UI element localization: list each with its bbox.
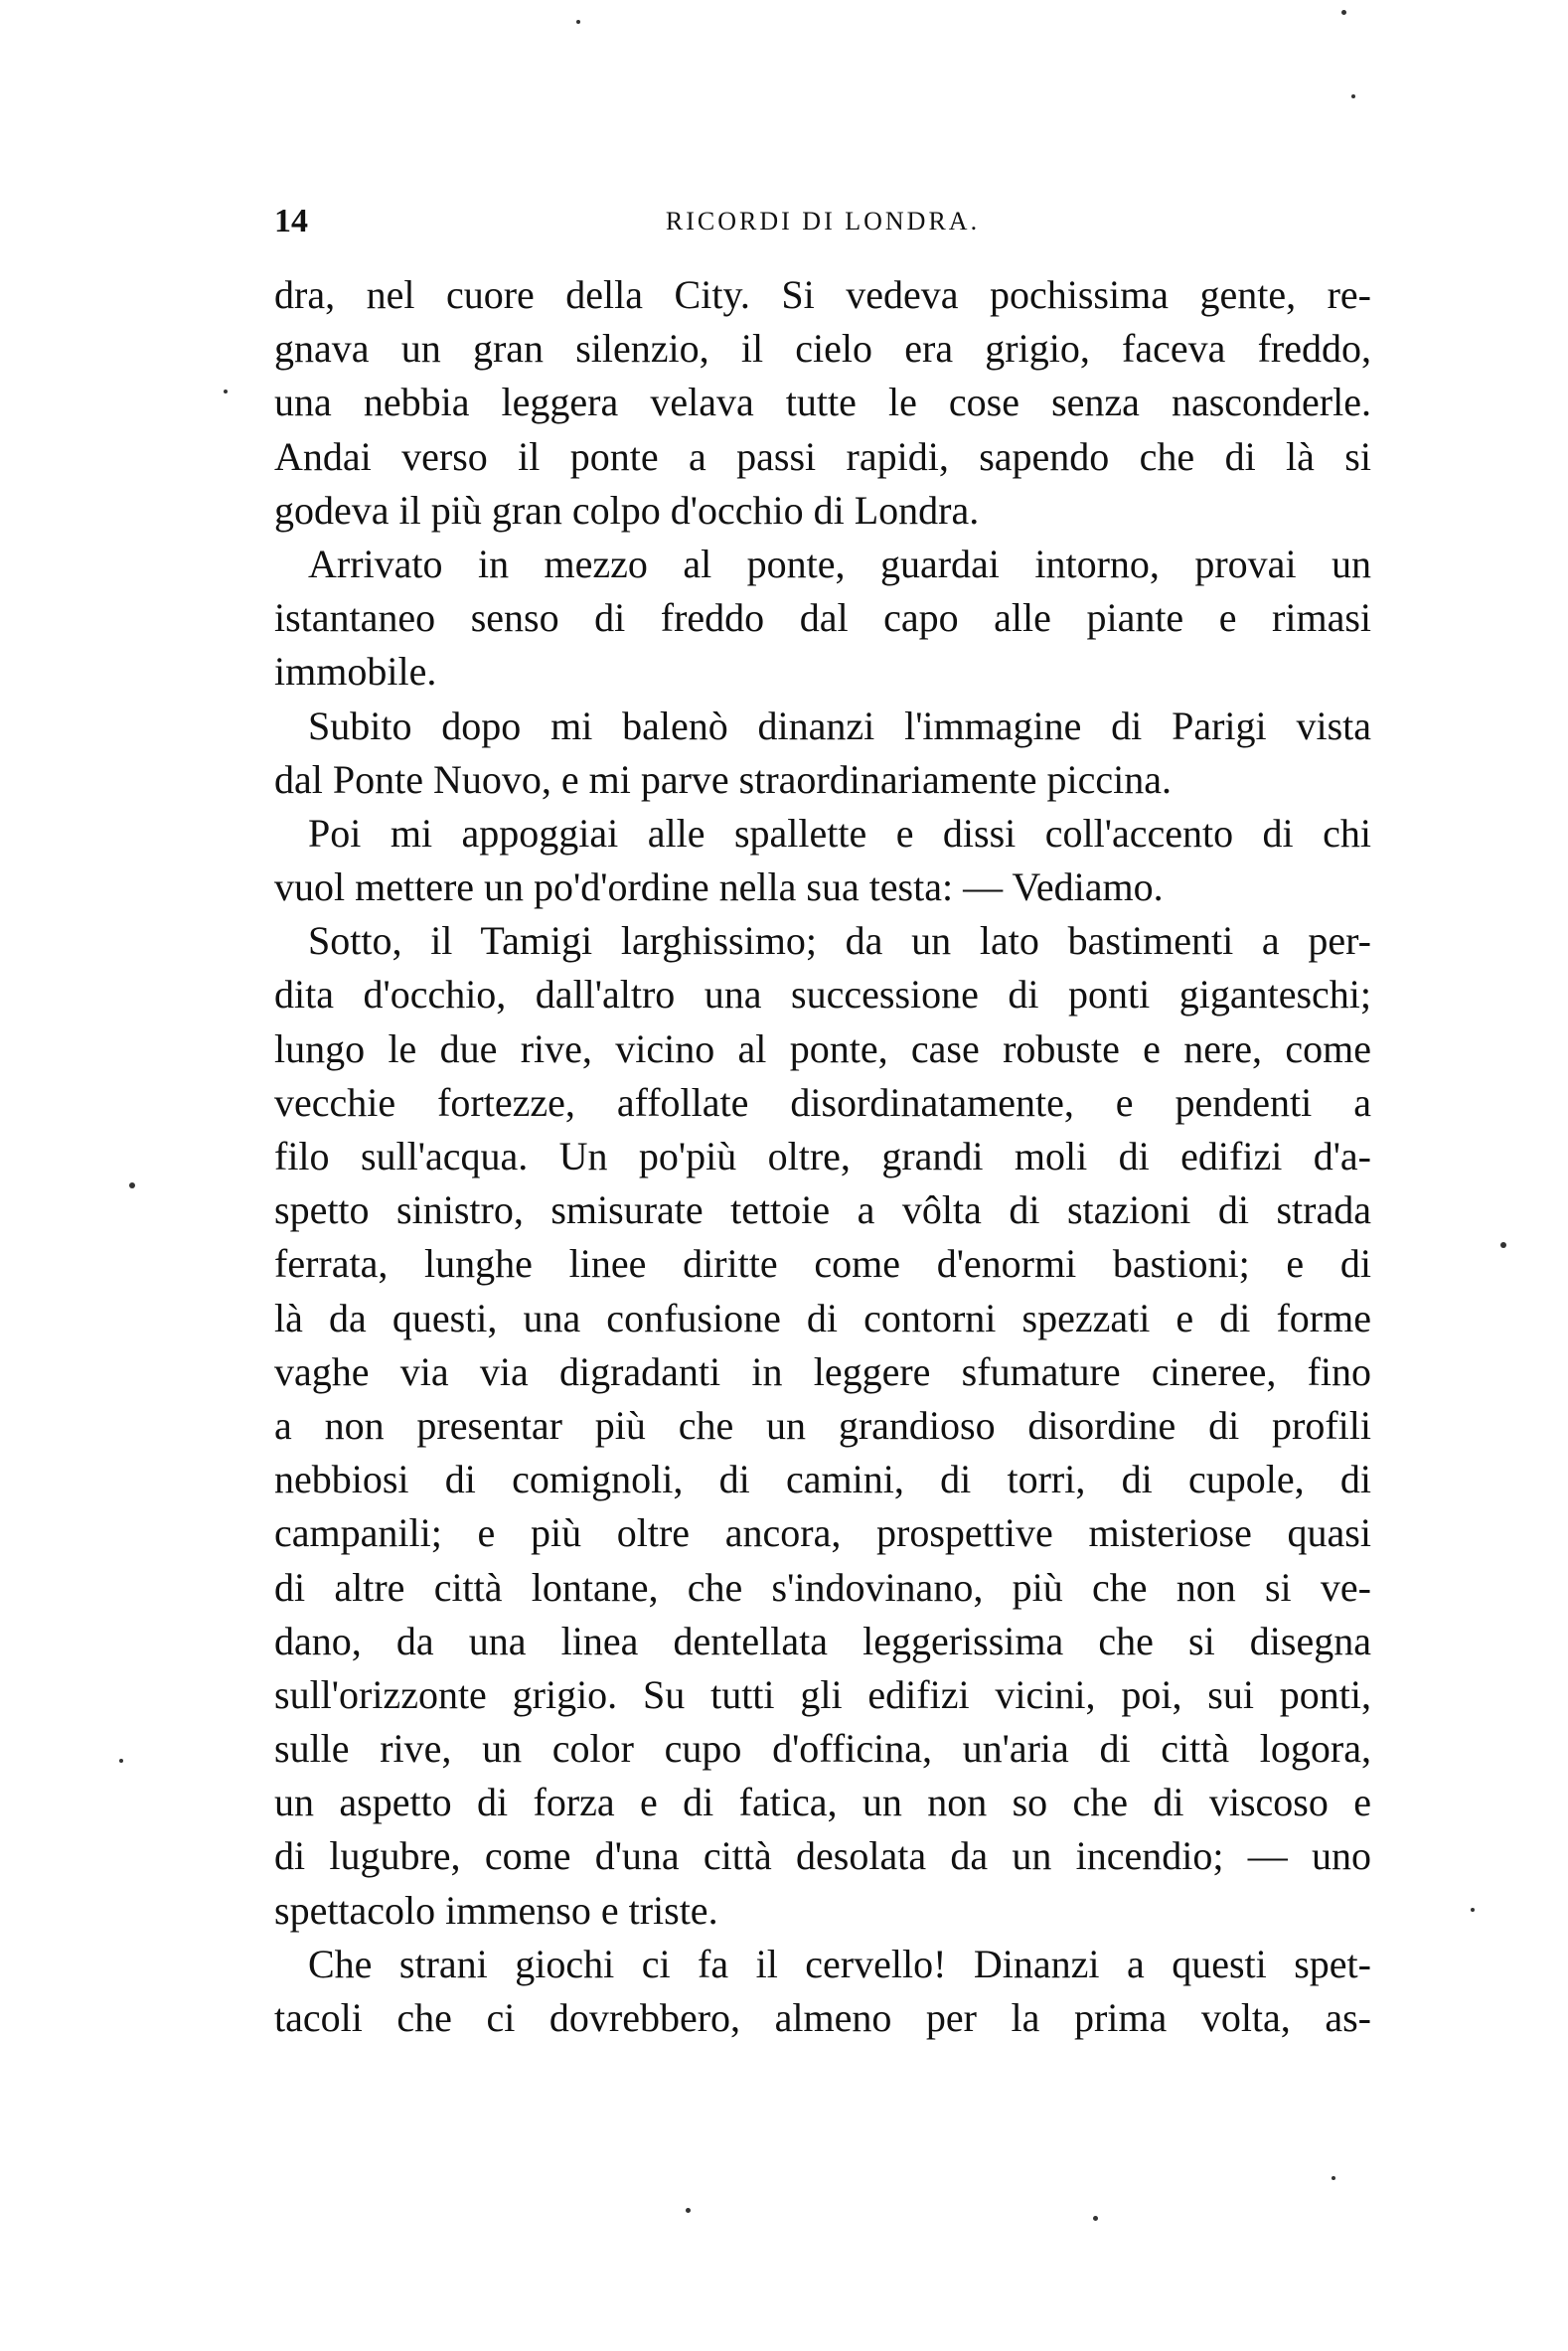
text-line: Andai verso il ponte a passi rapidi, sapendo che di là si [274,433,1371,479]
text-line: vuol mettere un po'd'ordine nella sua testa: — Vediamo. [274,864,1164,910]
text-line: dano, da una linea dentellata leggerissima che si disegna [274,1618,1371,1663]
text-line: spettacolo immenso e triste. [274,1887,718,1933]
text-line: Che strani giochi ci fa il cervello! Dinanzi a questi spet- [308,1941,1371,1986]
text-line: godeva il più gran colpo d'occhio di Londra. [274,487,980,533]
text-line: Poi mi appoggiai alle spallette e dissi coll'accento di chi [308,810,1371,856]
text-line: dita d'occhio, dall'altro una successione di ponti giganteschi; [274,972,1371,1018]
text-line: di altre città lontane, che s'indovinano, più che non si ve- [274,1564,1371,1610]
text-line: filo sull'acqua. Un po'più oltre, grandi moli di edifizi d'a- [274,1134,1371,1178]
text-line: Arrivato in mezzo al ponte, guardai intorno, provai un [308,541,1371,586]
text-line: Subito dopo mi balenò dinanzi l'immagine di Parigi vista [308,703,1371,748]
page-number: 14 [274,203,308,239]
text-line: sulle rive, un color cupo d'officina, un'aria di città logora, [274,1726,1371,1772]
paragraph [274,914,1371,1938]
text-line: dal Ponte Nuovo, e mi parve straordinariamente piccina. [274,756,1173,802]
page-body [274,268,1371,2045]
text-line: Sotto, il Tamigi larghissimo; da un lato bastimenti a per- [308,918,1371,964]
running-title: RICORDI DI LONDRA. [665,207,981,235]
text-line: vaghe via via digradanti in leggere sfumature cineree, fino [274,1348,1371,1394]
text-line: là da questi, una confusione di contorni spezzati e di forme [274,1295,1371,1340]
paragraph [274,700,1371,807]
text-line: gnava un gran silenzio, il cielo era grigio, faceva freddo, [274,326,1371,372]
page-header [274,203,1371,248]
text-line: tacoli che ci dovrebbero, almeno per la prima volta, as- [274,1995,1371,2040]
text-line: vecchie fortezze, affollate disordinatamente, e pendenti a [274,1079,1371,1125]
text-line: nebbiosi di comignoli, di camini, di torri, di cupole, di [274,1457,1371,1502]
text-line: dra, nel cuore della City. Si vedeva pochissima gente, re- [274,272,1371,317]
text-line: un aspetto di forza e di fatica, un non so che di viscoso e [274,1780,1371,1825]
paragraph [274,807,1371,914]
text-line: ferrata, lunghe linee diritte come d'enormi bastioni; e di [274,1241,1371,1287]
text-line: una nebbia leggera velava tutte le cose senza nasconderle. [274,380,1371,425]
text-line: spetto sinistro, smisurate tettoie a vôlta di stazioni di strada [274,1187,1371,1233]
paragraph [274,1938,1371,2045]
text-line: lungo le due rive, vicino al ponte, case robuste e nere, come [274,1025,1371,1071]
paragraph [274,538,1371,700]
text-line: campanili; e più oltre ancora, prospettive misteriose quasi [274,1510,1371,1556]
text-line: immobile. [274,649,437,695]
text-line: istantaneo senso di freddo dal capo alle piante e rimasi [274,595,1371,641]
text-line: sull'orizzonte grigio. Su tutti gli edifizi vicini, poi, sui ponti, [274,1671,1371,1717]
paragraph [274,268,1371,538]
text-line: a non presentar più che un grandioso disordine di profili [274,1402,1371,1448]
text-line: di lugubre, come d'una città desolata da un incendio; — uno [274,1833,1371,1879]
